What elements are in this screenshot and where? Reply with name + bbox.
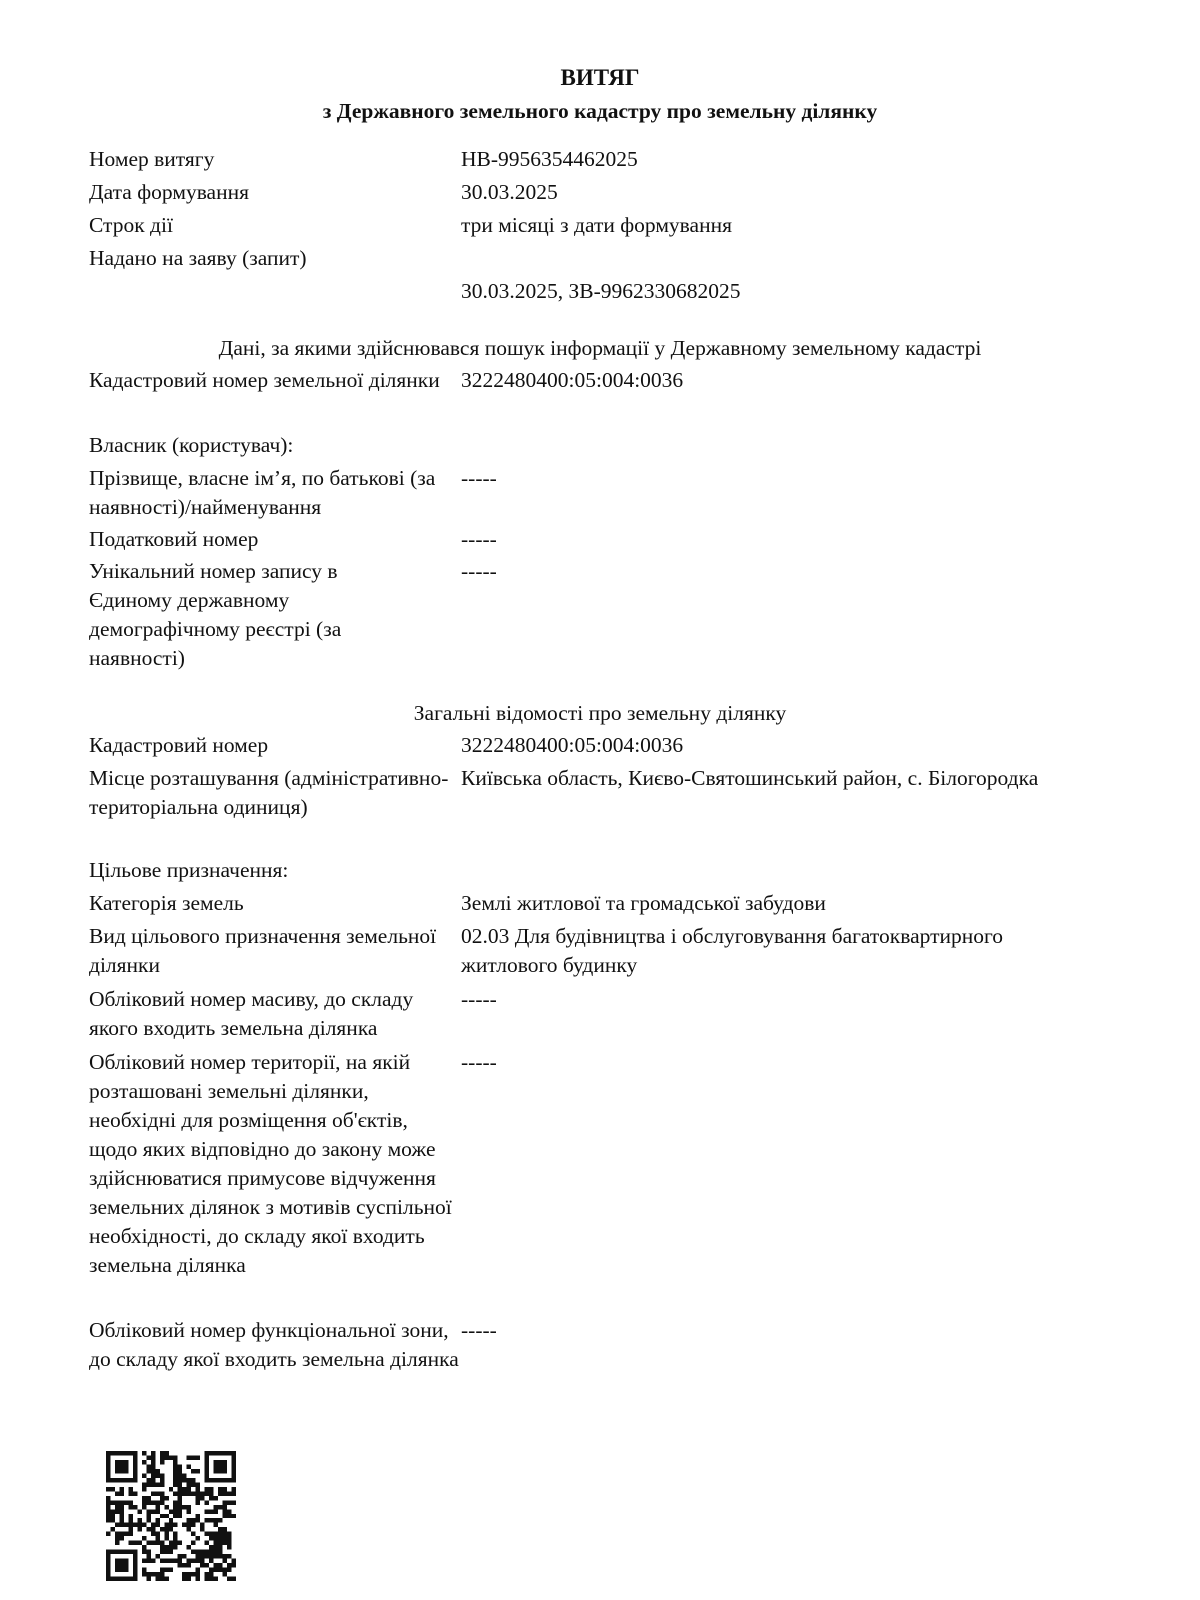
extract-date-label: Дата формування [89, 180, 250, 204]
general-zone-value: ----- [461, 1318, 497, 1342]
search-section-heading: Дані, за якими здійснювався пошук інформації у Державному земельному кадастрі [218, 336, 982, 360]
general-massif-value: ----- [461, 987, 497, 1011]
general-section-heading: Загальні відомості про земельну ділянку [413, 701, 787, 725]
extract-term-value: три місяці з дати формування [461, 213, 732, 237]
search-tax-label: Податковий номер [89, 527, 259, 551]
search-unique-label: Унікальний номер запису в Єдиному державному демографічному реєстрі (за наявності) [89, 559, 342, 670]
extract-date-value: 30.03.2025 [461, 180, 558, 204]
qr-code-icon [106, 1451, 236, 1581]
general-zone-label: Обліковий номер функціональної зони, до складу якої входить земельна ділянка [89, 1318, 459, 1371]
general-category-value: Землі житлової та громадської забудови [461, 891, 826, 915]
general-territory-value: ----- [461, 1050, 497, 1074]
search-tax-value: ----- [461, 527, 497, 551]
general-kind-label: Вид цільового призначення земельної ділянки [89, 924, 437, 977]
general-category-label: Категорія земель [89, 891, 244, 915]
extract-number-label: Номер витягу [89, 147, 215, 171]
search-name-value: ----- [461, 466, 497, 490]
qr-code-graphic [106, 1451, 236, 1581]
extract-request-value: 30.03.2025, ЗВ-9962330682025 [461, 279, 741, 303]
search-owner-label: Власник (користувач): [89, 433, 294, 457]
search-cadastral-value: 3222480400:05:004:0036 [461, 368, 684, 392]
general-location-label: Місце розташування (адміністративно-територіальна одиниця) [89, 766, 449, 819]
search-name-label: Прізвище, власне ім’я, по батькові (за наявності)/найменування [89, 466, 436, 519]
general-territory-label: Обліковий номер території, на якій розташовані земельні ділянки, необхідні для розміщення об'єктів, щодо яких відповідно до закону може здійснюватися примусове відчуження земельних ділянок з мотивів суспільної необхідності, до складу якої входить земельна ділянка [89, 1050, 452, 1277]
search-cadastral-label: Кадастровий номер земельної ділянки [89, 368, 440, 392]
general-location-value: Київська область, Києво-Святошинський район, с. Білогородка [461, 766, 1039, 790]
general-cadastral-label: Кадастровий номер [89, 733, 269, 757]
extract-number-value: НВ-9956354462025 [461, 147, 638, 171]
search-unique-value: ----- [461, 559, 497, 583]
general-kind-value: 02.03 Для будівництва і обслуговування багатоквартирного житлового будинку [461, 924, 1004, 977]
general-massif-label: Обліковий номер масиву, до складу якого входить земельна ділянка [89, 987, 414, 1040]
general-purpose-label: Цільове призначення: [89, 858, 289, 882]
document-subtitle: з Державного земельного кадастру про земельну ділянку [322, 99, 878, 123]
extract-term-label: Строк дії [89, 213, 173, 237]
extract-request-label: Надано на заяву (запит) [89, 246, 307, 270]
document-title: ВИТЯГ [560, 65, 640, 90]
general-cadastral-value: 3222480400:05:004:0036 [461, 733, 684, 757]
